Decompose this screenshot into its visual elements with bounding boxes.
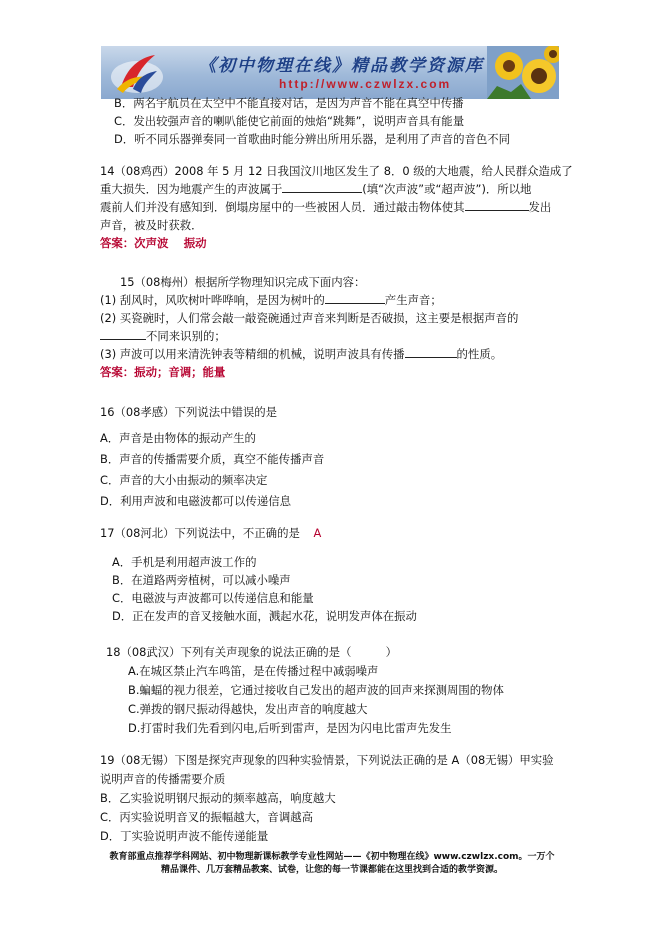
answer-blank — [100, 328, 146, 340]
option-a: A．声音是由物体的振动产生的 — [100, 431, 256, 445]
question-14-line-3 — [100, 198, 560, 216]
question-18-stem: 18（08武汉）下列有关声现象的说法正确的是（ ） — [106, 645, 397, 659]
option-b: B．乙实验说明钢尺振动的频率越高，响度越大 — [100, 791, 336, 805]
question-19-line-1: 19（08无锡）下图是探究声现象的四种实验情景，下列说法正确的是 A（08无锡）甲实验 — [100, 753, 554, 767]
answer-blank — [465, 199, 529, 211]
option-c: C．声音的大小由振动的频率决定 — [100, 473, 268, 487]
question-15-text: (3) 声波可以用来清洗钟表等精细的机械，说明声波具有传播 — [100, 347, 405, 361]
option-c: C．丙实验说明音叉的振幅越大，音调越高 — [100, 810, 313, 824]
question-14 — [100, 162, 573, 252]
option-b: B．声音的传播需要介质，真空不能传播声音 — [100, 452, 325, 466]
question-14-line-4: 声音，被及时获救． — [100, 218, 203, 232]
question-17 — [100, 524, 560, 625]
option-d: D．正在发声的音叉接触水面，溅起水花，说明发声体在振动 — [112, 609, 417, 623]
banner-title: 《初中物理在线》精品教学资源库 — [199, 56, 484, 76]
question-16-stem: 16（08孝感）下列说法中错误的是 — [100, 405, 278, 419]
option-d: D．丁实验说明声波不能传递能量 — [100, 829, 269, 843]
question-14-line-1: 14（08鸡西）2008 年 5 月 12 日我国汶川地区发生了 8．0 级的大地震，给人民群众造成了 — [100, 164, 573, 178]
option-b: B．两名宇航员在太空中不能直接对话，是因为声音不能在真空中传播 — [114, 96, 464, 110]
question-19 — [100, 751, 560, 846]
question-15-answer: 答案：振动；音调；能量 — [100, 365, 226, 379]
question-19-line-2: 说明声音的传播需要介质 — [100, 772, 226, 786]
question-15-text: 产生声音； — [384, 293, 442, 307]
question-14-answer: 答案：次声波 振动 — [100, 236, 207, 250]
answer-blank — [282, 181, 362, 193]
answer-blank — [325, 292, 385, 304]
sunflower-icon — [487, 46, 559, 99]
question-15-text: 的性质。 — [456, 347, 503, 361]
question-13-options — [100, 94, 560, 148]
option-b: B.蝙蝠的视力很差，它通过接收自己发出的超声波的回声来探测周围的物体 — [128, 683, 504, 697]
question-15-line-1: 15（08梅州）根据所学物理知识完成下面内容： — [120, 275, 366, 289]
banner-url[interactable]: http://www.czwlzx.com — [279, 77, 452, 91]
option-a: A．手机是利用超声波工作的 — [112, 555, 257, 569]
footer-line-2: 精品课件、几万套精品教案、试卷，让您的每一节课都能在这里找到合适的教学资源。 — [160, 865, 503, 875]
question-18 — [100, 643, 560, 738]
logo-icon — [107, 49, 167, 97]
option-b: B．在道路两旁植树，可以减小噪声 — [112, 573, 291, 587]
question-14-text: (填“次声波”或“超声波”)．所以地 — [362, 182, 532, 196]
answer-blank — [405, 346, 457, 358]
question-15-line-2 — [100, 291, 560, 309]
question-17-answer: A — [313, 526, 322, 540]
question-15-text: (1) 刮风时，风吹树叶哗哗响，是因为树叶的 — [100, 293, 325, 307]
question-14-line-2 — [100, 180, 560, 198]
question-15-line-4 — [100, 327, 560, 345]
question-15 — [100, 273, 560, 381]
option-c: C．电磁波与声波都可以传递信息和能量 — [112, 591, 314, 605]
question-14-text: 重大损失．因为地震产生的声波属于 — [100, 182, 283, 196]
question-16 — [100, 403, 560, 512]
question-15-text: 不同来识别的； — [146, 329, 226, 343]
question-15-line-5 — [100, 345, 560, 363]
question-17-stem: 17（08河北）下列说法中，不正确的是 — [100, 526, 300, 540]
footer-line-1: 教育部重点推荐学科网站、初中物理新课标教学专业性网站——《初中物理在线》www.czwlzx.com。一万个 — [109, 852, 555, 862]
header-banner — [101, 46, 559, 99]
option-d: D．利用声波和电磁波都可以传递信息 — [100, 494, 292, 508]
option-d: D.打雷时我们先看到闪电,后听到雷声，是因为闪电比雷声先发生 — [128, 721, 452, 735]
question-14-text: 震前人们并没有感知到．倒塌房屋中的一些被困人员．通过敲击物体使其 — [100, 200, 465, 214]
option-d: D．听不同乐器弹奏同一首歌曲时能分辨出所用乐器，是利用了声音的音色不同 — [114, 132, 511, 146]
option-c: C．发出较强声音的喇叭能使它前面的烛焰“跳舞”，说明声音具有能量 — [114, 114, 465, 128]
question-17-stem-line — [100, 524, 560, 542]
page-footer — [99, 851, 565, 877]
option-a: A.在城区禁止汽车鸣笛，是在传播过程中减弱噪声 — [128, 664, 379, 678]
question-15-line-3: (2) 买瓷碗时，人们常会敲一敲瓷碗通过声音来判断是否破损，这主要是根据声音的 — [100, 311, 519, 325]
option-c: C.弹拨的钢尺振动得越快，发出声音的响度越大 — [128, 702, 368, 716]
question-14-text: 发出 — [528, 200, 552, 214]
